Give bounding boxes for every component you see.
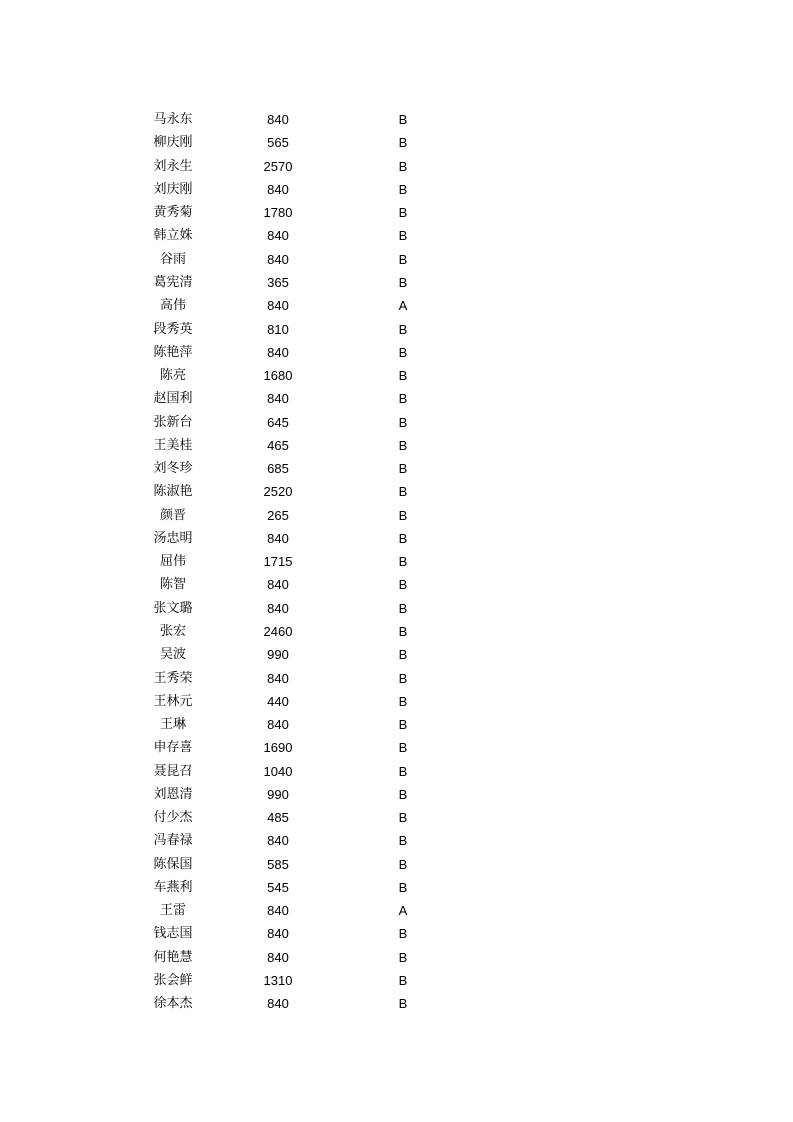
- table-row: [130, 806, 430, 829]
- grade-cell: B: [398, 949, 408, 965]
- grade-cell: B: [398, 996, 408, 1012]
- name-cell: 刘冬珍: [153, 461, 193, 477]
- amount-cell: 840: [267, 344, 289, 360]
- name-cell: 谷雨: [159, 251, 186, 267]
- table-row: [130, 690, 430, 713]
- grade-cell: B: [398, 112, 408, 128]
- name-cell: 陈亮: [159, 368, 186, 384]
- grade-cell: B: [398, 530, 408, 546]
- name-cell: 车燕利: [153, 879, 193, 895]
- table-row: [130, 387, 430, 410]
- grade-cell: B: [398, 740, 408, 756]
- name-cell: 张文璐: [153, 600, 193, 616]
- table-row: [130, 364, 430, 387]
- grade-cell: B: [398, 274, 408, 290]
- name-cell: 屈伟: [159, 554, 186, 570]
- table-row: [130, 736, 430, 759]
- table-row: [130, 410, 430, 433]
- table-row: [130, 155, 430, 178]
- amount-cell: 840: [267, 926, 289, 942]
- name-cell: 申存喜: [153, 740, 193, 756]
- grade-cell: B: [398, 181, 408, 197]
- amount-cell: 840: [267, 717, 289, 733]
- amount-cell: 810: [267, 321, 289, 337]
- amount-cell: 485: [267, 810, 289, 826]
- name-cell: 刘永生: [153, 158, 193, 174]
- table-row: [130, 108, 430, 131]
- name-cell: 高伟: [159, 298, 186, 314]
- table-row: [130, 713, 430, 736]
- amount-cell: 1310: [263, 972, 293, 988]
- grade-cell: A: [398, 298, 408, 314]
- grade-cell: B: [398, 391, 408, 407]
- amount-cell: 565: [267, 135, 289, 151]
- grade-cell: B: [398, 135, 408, 151]
- amount-cell: 265: [267, 507, 289, 523]
- grade-cell: B: [398, 833, 408, 849]
- table-row: [130, 434, 430, 457]
- name-cell: 王美桂: [153, 437, 193, 453]
- amount-cell: 1690: [263, 740, 293, 756]
- table-row: [130, 783, 430, 806]
- amount-cell: 1715: [263, 554, 293, 570]
- table-row: [130, 922, 430, 945]
- table-row: [130, 178, 430, 201]
- amount-cell: 840: [267, 251, 289, 267]
- table-row: [130, 759, 430, 782]
- grade-cell: B: [398, 717, 408, 733]
- name-cell: 刘庆刚: [153, 181, 193, 197]
- table-row: [130, 480, 430, 503]
- amount-cell: 840: [267, 833, 289, 849]
- table-row: [130, 969, 430, 992]
- grade-cell: B: [398, 670, 408, 686]
- name-cell: 王林元: [153, 693, 193, 709]
- table-row: [130, 899, 430, 922]
- name-cell: 王秀荣: [153, 670, 193, 686]
- table-row: [130, 248, 430, 271]
- amount-cell: 840: [267, 949, 289, 965]
- grade-cell: B: [398, 763, 408, 779]
- amount-cell: 840: [267, 600, 289, 616]
- name-cell: 汤忠明: [153, 530, 193, 546]
- grade-cell: B: [398, 647, 408, 663]
- amount-cell: 840: [267, 228, 289, 244]
- amount-cell: 840: [267, 996, 289, 1012]
- amount-cell: 990: [267, 647, 289, 663]
- amount-cell: 365: [267, 274, 289, 290]
- name-cell: 吴波: [159, 647, 186, 663]
- table-row: [130, 946, 430, 969]
- table-row: [130, 573, 430, 596]
- grade-cell: B: [398, 693, 408, 709]
- grade-cell: B: [398, 368, 408, 384]
- grade-cell: B: [398, 879, 408, 895]
- table-row: [130, 201, 430, 224]
- name-cell: 王琳: [159, 717, 186, 733]
- grade-cell: B: [398, 507, 408, 523]
- grade-cell: A: [398, 903, 408, 919]
- table-row: [130, 457, 430, 480]
- grade-cell: B: [398, 484, 408, 500]
- name-cell: 陈保国: [153, 856, 193, 872]
- name-cell: 张宏: [159, 623, 186, 639]
- grade-cell: B: [398, 461, 408, 477]
- amount-cell: 545: [267, 879, 289, 895]
- amount-cell: 840: [267, 903, 289, 919]
- name-cell: 陈智: [159, 577, 186, 593]
- name-cell: 冯春禄: [153, 833, 193, 849]
- amount-cell: 440: [267, 693, 289, 709]
- grade-cell: B: [398, 205, 408, 221]
- table-row: [130, 341, 430, 364]
- grade-cell: B: [398, 600, 408, 616]
- name-cell: 刘恩清: [153, 786, 193, 802]
- amount-cell: 1680: [263, 368, 293, 384]
- amount-cell: 2570: [263, 158, 293, 174]
- amount-cell: 685: [267, 461, 289, 477]
- amount-cell: 840: [267, 298, 289, 314]
- name-cell: 张新台: [153, 414, 193, 430]
- amount-cell: 2460: [263, 623, 293, 639]
- grade-cell: B: [398, 623, 408, 639]
- name-cell: 张会鲜: [153, 972, 193, 988]
- grade-cell: B: [398, 856, 408, 872]
- amount-cell: 1780: [263, 205, 293, 221]
- grade-cell: B: [398, 972, 408, 988]
- table-row: [130, 294, 430, 317]
- grade-cell: B: [398, 321, 408, 337]
- table-row: [130, 317, 430, 340]
- grade-cell: B: [398, 926, 408, 942]
- name-cell: 陈淑艳: [153, 484, 193, 500]
- grade-cell: B: [398, 554, 408, 570]
- data-table: [130, 108, 430, 1015]
- name-cell: 徐本杰: [153, 996, 193, 1012]
- amount-cell: 2520: [263, 484, 293, 500]
- amount-cell: 840: [267, 181, 289, 197]
- name-cell: 王雷: [159, 903, 186, 919]
- name-cell: 葛宪清: [153, 274, 193, 290]
- amount-cell: 465: [267, 437, 289, 453]
- name-cell: 韩立姝: [153, 228, 193, 244]
- grade-cell: B: [398, 228, 408, 244]
- table-row: [130, 876, 430, 899]
- name-cell: 何艳慧: [153, 949, 193, 965]
- grade-cell: B: [398, 810, 408, 826]
- table-row: [130, 853, 430, 876]
- table-row: [130, 992, 430, 1015]
- name-cell: 段秀英: [153, 321, 193, 337]
- table-row: [130, 550, 430, 573]
- table-row: [130, 527, 430, 550]
- table-row: [130, 829, 430, 852]
- name-cell: 赵国利: [153, 391, 193, 407]
- amount-cell: 1040: [263, 763, 293, 779]
- grade-cell: B: [398, 786, 408, 802]
- table-row: [130, 224, 430, 247]
- name-cell: 陈艳萍: [153, 344, 193, 360]
- grade-cell: B: [398, 344, 408, 360]
- table-row: [130, 666, 430, 689]
- name-cell: 柳庆刚: [153, 135, 193, 151]
- amount-cell: 840: [267, 577, 289, 593]
- name-cell: 颜晋: [159, 507, 186, 523]
- amount-cell: 585: [267, 856, 289, 872]
- name-cell: 付少杰: [153, 810, 193, 826]
- amount-cell: 990: [267, 786, 289, 802]
- name-cell: 黄秀菊: [153, 205, 193, 221]
- table-row: [130, 620, 430, 643]
- table-row: [130, 643, 430, 666]
- grade-cell: B: [398, 251, 408, 267]
- amount-cell: 645: [267, 414, 289, 430]
- name-cell: 钱志国: [153, 926, 193, 942]
- grade-cell: B: [398, 577, 408, 593]
- table-row: [130, 504, 430, 527]
- amount-cell: 840: [267, 670, 289, 686]
- grade-cell: B: [398, 437, 408, 453]
- grade-cell: B: [398, 158, 408, 174]
- name-cell: 马永东: [153, 112, 193, 128]
- amount-cell: 840: [267, 391, 289, 407]
- grade-cell: B: [398, 414, 408, 430]
- amount-cell: 840: [267, 530, 289, 546]
- table-row: [130, 271, 430, 294]
- name-cell: 聂昆召: [153, 763, 193, 779]
- table-row: [130, 597, 430, 620]
- amount-cell: 840: [267, 112, 289, 128]
- table-row: [130, 131, 430, 154]
